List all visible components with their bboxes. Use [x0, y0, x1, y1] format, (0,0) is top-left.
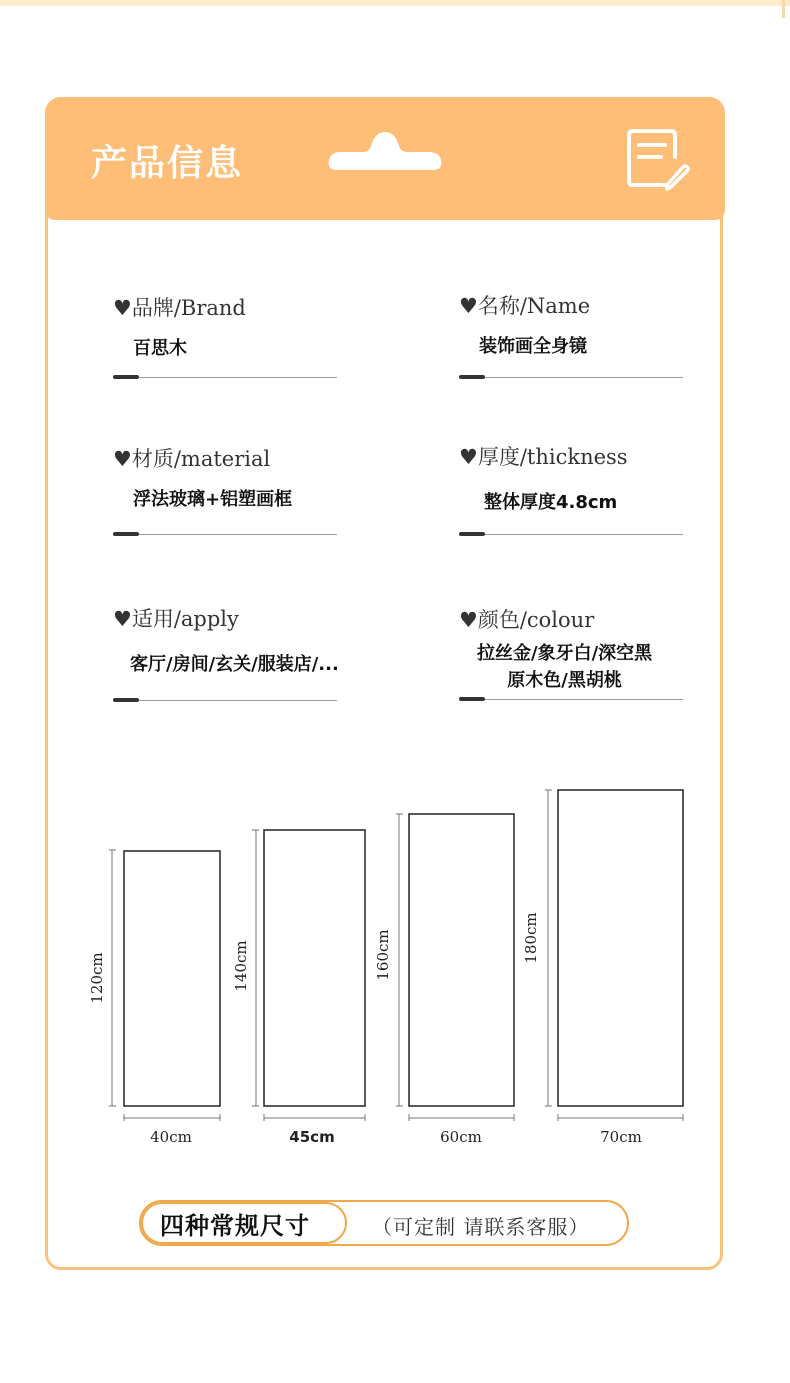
field-value-name: 装饰画全身镜: [479, 336, 587, 357]
field-label-material: ♥材质/material: [113, 447, 271, 471]
mirror-outline: [124, 851, 220, 1106]
height-label: 180cm: [522, 912, 540, 964]
mirror-outline: [558, 790, 683, 1106]
width-dimension-line: [409, 1114, 514, 1121]
width-label: 45cm: [289, 1128, 335, 1146]
height-label: 120cm: [88, 952, 106, 1004]
mirror-size-160x60: [374, 814, 514, 1146]
field-label-name: ♥名称/Name: [459, 294, 591, 318]
width-label: 60cm: [440, 1128, 482, 1146]
field-label-apply: ♥适用/apply: [113, 607, 239, 631]
width-label: 70cm: [600, 1128, 642, 1146]
width-dimension-line: [264, 1114, 365, 1121]
height-dimension-line: [396, 814, 403, 1106]
width-dimension-line: [558, 1114, 683, 1121]
height-dimension-line: [545, 790, 552, 1106]
field-label-thickness: ♥厚度/thickness: [459, 445, 628, 469]
field-value-apply: 客厅/房间/玄关/服装店/...: [130, 654, 339, 675]
field-value-thickness: 整体厚度4.8cm: [484, 492, 618, 513]
mirror-outline: [264, 830, 365, 1106]
field-value-brand: 百思木: [133, 338, 187, 359]
sizes-banner-title: 四种常规尺寸: [160, 1212, 310, 1240]
width-dimension-line: [124, 1114, 220, 1121]
width-label: 40cm: [150, 1128, 192, 1146]
field-label-brand: ♥品牌/Brand: [113, 296, 246, 320]
mirror-outline: [409, 814, 514, 1106]
field-value-colour: 拉丝金/象牙白/深空黑 原木色/黑胡桃: [477, 643, 653, 691]
mirror-size-180x70: [522, 790, 683, 1146]
height-label: 140cm: [232, 940, 250, 992]
height-label: 160cm: [374, 929, 392, 981]
mirror-size-120x40: [88, 850, 220, 1146]
sizes-banner-note: （可定制 请联系客服）: [372, 1215, 590, 1239]
header-title: 产品信息: [91, 143, 244, 184]
field-label-colour: ♥颜色/colour: [459, 608, 595, 632]
mirror-size-140x45: [232, 830, 365, 1146]
height-dimension-line: [109, 850, 116, 1106]
field-value-material: 浮法玻璃+铝塑画框: [133, 489, 293, 510]
height-dimension-line: [252, 830, 259, 1106]
